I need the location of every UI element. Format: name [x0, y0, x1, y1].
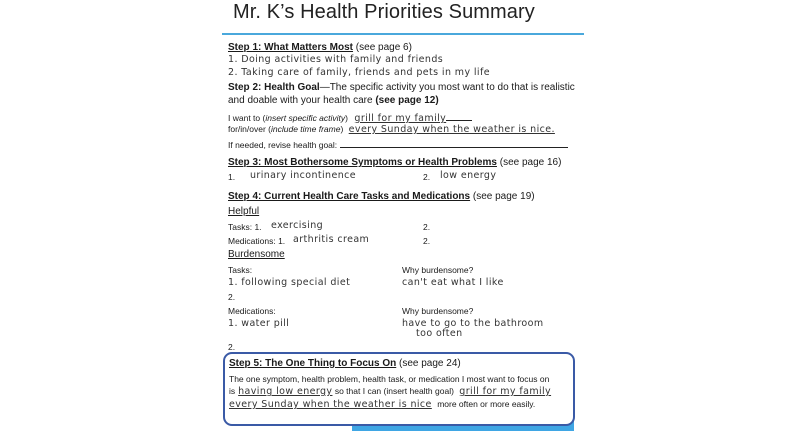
helpful-label: Helpful: [228, 206, 260, 217]
helpful-task1: exercising: [271, 220, 324, 231]
burden-med2: 2.: [228, 342, 236, 352]
step4-heading: [228, 191, 535, 202]
step3-title: Step 3: Most Bothersome Symptoms or Health Problems: [228, 157, 497, 168]
for-value: every Sunday when the weather is nice.: [348, 124, 555, 135]
step5-line3: [229, 399, 535, 410]
for-label-b: ): [340, 124, 344, 134]
burden-meds-label: Medications:: [228, 306, 276, 316]
step3-num1: 1.: [228, 172, 236, 182]
step5-heading: [229, 358, 461, 369]
why-burdensome-2: Why burdensome?: [402, 306, 474, 316]
want-label-a: I want to (: [228, 113, 266, 123]
want-label-em: insert specific activity: [265, 113, 346, 123]
burden-task1: 1. following special diet: [228, 277, 351, 288]
helpful-tasks-num2: 2.: [423, 222, 431, 232]
step1-title: Step 1: What Matters Most: [228, 42, 354, 53]
for-label-em: include time frame: [271, 124, 341, 134]
step5-goal-value-line2: every Sunday when the weather is nice: [229, 399, 432, 410]
step5-tail: more often or more easily.: [437, 399, 536, 409]
step3-heading: [228, 157, 561, 168]
revise-blank: [340, 138, 568, 148]
step2-desc-line1: —The specific activity you most want to do that is realistic: [319, 82, 575, 93]
step3-num2: 2.: [423, 172, 431, 182]
burden-tasks-label: Tasks:: [228, 265, 253, 275]
step2-want-row: [228, 111, 472, 124]
step2-desc-line2: and doable with your health care: [228, 95, 373, 106]
want-value: grill for my family: [354, 113, 447, 124]
step1-item-1: 1. Doing activities with family and friends: [228, 54, 444, 65]
want-label-b: ): [345, 113, 349, 123]
step5-goal-value: grill for my family: [459, 386, 552, 397]
why-burdensome-1: Why burdensome?: [402, 265, 474, 275]
burden-med1-why-line2: too often: [416, 328, 463, 339]
step4-title: Step 4: Current Health Care Tasks and Medications: [228, 191, 471, 202]
step1-ref: (see page 6): [355, 42, 412, 53]
page-title: Mr. K’s Health Priorities Summary: [233, 1, 535, 23]
step5-so-that: so that I can (insert health goal): [334, 386, 454, 396]
burden-task1-why: can't eat what I like: [402, 277, 504, 288]
step5-is-label: is: [229, 386, 236, 396]
burden-med1: 1. water pill: [228, 318, 290, 329]
step1-heading: [228, 42, 412, 53]
for-label-a: for/in/over (: [228, 124, 271, 134]
burden-task2: 2.: [228, 292, 236, 302]
step2-title: Step 2: Health Goal: [228, 82, 320, 93]
step1-item-2: 2. Taking care of family, friends and pets in my life: [228, 67, 490, 78]
burdensome-label: Burdensome: [228, 249, 285, 260]
step5-line2: [229, 386, 551, 397]
step5-ref: (see page 24): [399, 358, 461, 369]
step2-revise-row: [228, 138, 568, 150]
step2-for-row: [228, 124, 555, 135]
want-blank: [446, 111, 472, 121]
helpful-meds-num2: 2.: [423, 236, 431, 246]
helpful-tasks-label: Tasks: 1.: [228, 222, 262, 232]
step4-ref: (see page 19): [472, 191, 535, 202]
step3-ref: (see page 16): [499, 157, 562, 168]
step2-desc: [228, 95, 439, 106]
step3-item1: urinary incontinence: [250, 170, 356, 181]
helpful-meds-label: Medications: 1.: [228, 236, 286, 246]
title-divider: [222, 33, 584, 35]
step2-heading: [228, 82, 575, 93]
step5-title: Step 5: The One Thing to Focus On: [229, 358, 397, 369]
burden-med1-why-line1: have to go to the bathroom: [402, 318, 544, 329]
step5-line1: The one symptom, health problem, health task, or medication I most want to focus on: [229, 374, 550, 384]
step5-focus-value: having low energy: [238, 386, 333, 397]
step3-item2: low energy: [440, 170, 497, 181]
helpful-med1: arthritis cream: [293, 234, 370, 245]
step2-ref: (see page 12): [375, 95, 439, 106]
revise-label: If needed, revise health goal:: [228, 140, 338, 150]
